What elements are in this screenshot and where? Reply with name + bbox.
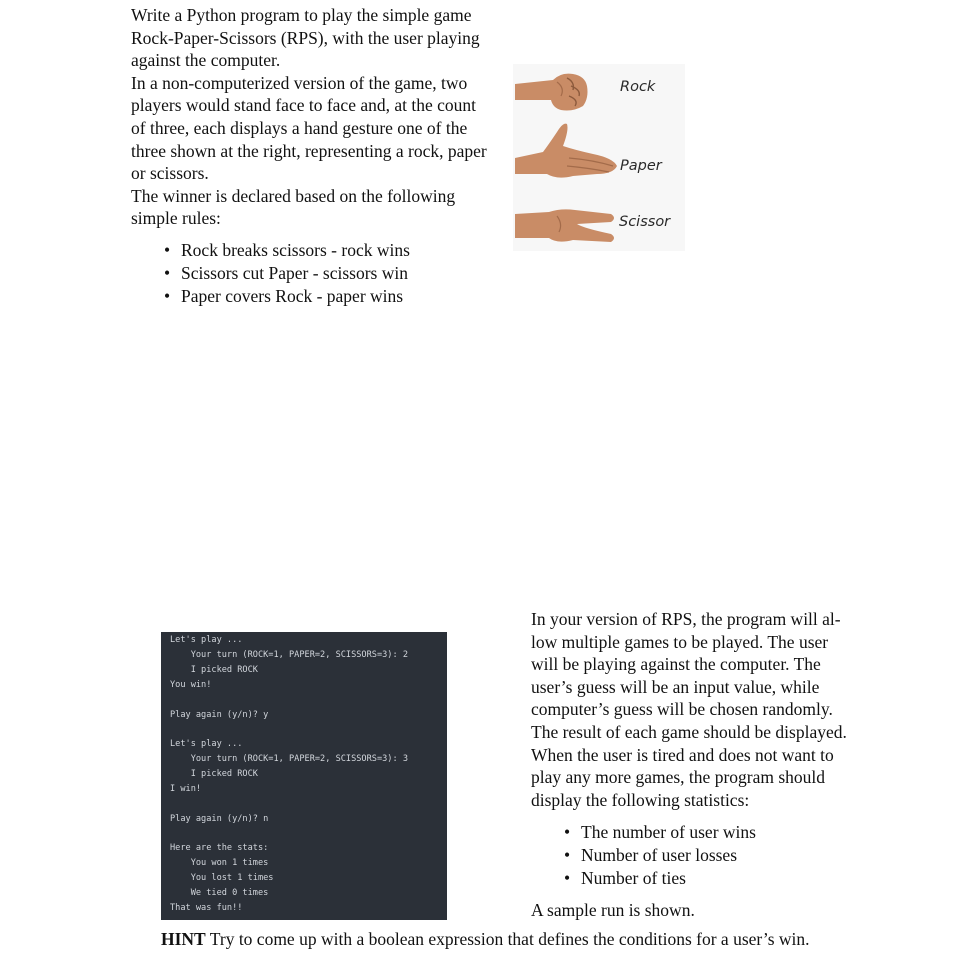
bullet-icon: •: [164, 263, 171, 283]
rock-fist-icon: [513, 66, 593, 116]
text-line: against the computer.: [131, 50, 281, 71]
text-line: In your version of RPS, the program will al-: [531, 609, 841, 629]
list-item: [162, 262, 410, 285]
text-line: The winner is declared based on the following: [131, 185, 456, 206]
rule-text: Scissors cut Paper - scissors win: [181, 263, 408, 283]
terminal-line: Your turn (ROCK=1, PAPER=2, SCISSORS=3): 2: [170, 650, 408, 660]
intro-block-1: [131, 4, 496, 72]
terminal-line: I picked ROCK: [170, 665, 258, 675]
terminal-line: Play again (y/n)? n: [170, 814, 269, 824]
terminal-line: I win!: [170, 784, 202, 794]
intro-block-2: [131, 72, 496, 185]
text-line: display the following statistics:: [531, 789, 750, 810]
terminal-line: You won 1 times: [170, 858, 269, 868]
hand-gestures-figure: [513, 64, 685, 251]
list-item: [162, 285, 410, 308]
text-line: In a non-computerized version of the game, two: [131, 72, 468, 93]
intro-block-3: [131, 185, 496, 230]
terminal-line: Let's play ...: [170, 635, 243, 645]
terminal-line: Here are the stats:: [170, 843, 269, 853]
hint-text: Try to come up with a boolean expression that defines the conditions for a user’s win.: [205, 929, 810, 949]
terminal-line: Your turn (ROCK=1, PAPER=2, SCISSORS=3): 3: [170, 754, 408, 764]
text-line: low multiple games to be played. The user: [531, 631, 829, 652]
stat-text: Number of user losses: [581, 845, 738, 865]
text-line: will be playing against the computer. The: [531, 654, 821, 675]
terminal-line: That was fun!!: [170, 903, 243, 913]
text-line: simple rules:: [131, 208, 221, 229]
terminal-line: I picked ROCK: [170, 769, 258, 779]
terminal-line: We tied 0 times: [170, 888, 269, 898]
bullet-icon: •: [564, 822, 571, 842]
list-item: [562, 821, 756, 844]
text-line: Write a Python program to play the simple game: [131, 5, 472, 25]
rule-text: Rock breaks scissors - rock wins: [181, 240, 410, 260]
list-item: [162, 239, 410, 262]
text-line: computer’s guess will be chosen randomly.: [531, 699, 833, 720]
list-item: [562, 844, 756, 867]
stat-text: Number of ties: [581, 868, 686, 888]
sample-run-caption: A sample run is shown.: [531, 900, 695, 920]
bullet-icon: •: [164, 286, 171, 306]
scissor-hand-icon: [513, 204, 623, 248]
text-line: play any more games, the program should: [531, 767, 826, 788]
terminal-line: You lost 1 times: [170, 873, 274, 883]
terminal-line: You win!: [170, 680, 212, 690]
list-item: [562, 867, 756, 890]
rock-label: Rock: [620, 79, 656, 95]
text-line: three shown at the right, representing a rock, paper: [131, 140, 487, 161]
rule-text: Paper covers Rock - paper wins: [181, 286, 404, 306]
requirements-paragraph: [531, 608, 859, 811]
terminal-line: Let's play ...: [170, 739, 243, 749]
terminal-line: Play again (y/n)? y: [170, 710, 269, 720]
bullet-icon: •: [564, 868, 571, 888]
paper-hand-icon: [513, 120, 623, 186]
hint-line: [161, 929, 810, 950]
text-line: or scissors.: [131, 163, 209, 184]
scissor-label: Scissor: [619, 214, 671, 230]
rules-list: [162, 239, 410, 308]
terminal-sample-run: [161, 632, 447, 920]
paper-label: Paper: [620, 158, 662, 174]
text-line: The result of each game should be displayed.: [531, 721, 847, 742]
stat-text: The number of user wins: [581, 822, 756, 842]
text-line: user’s guess will be an input value, while: [531, 676, 820, 697]
text-line: Rock-Paper-Scissors (RPS), with the user playing: [131, 27, 480, 48]
bullet-icon: •: [164, 240, 171, 260]
text-line: players would stand face to face and, at the count: [131, 95, 477, 116]
text-line: When the user is tired and does not want to: [531, 744, 834, 765]
intro-paragraph: [131, 4, 496, 230]
hint-label: HINT: [161, 929, 206, 949]
stats-list: [562, 821, 756, 890]
text-line: of three, each displays a hand gesture one of the: [131, 117, 468, 138]
bullet-icon: •: [564, 845, 571, 865]
